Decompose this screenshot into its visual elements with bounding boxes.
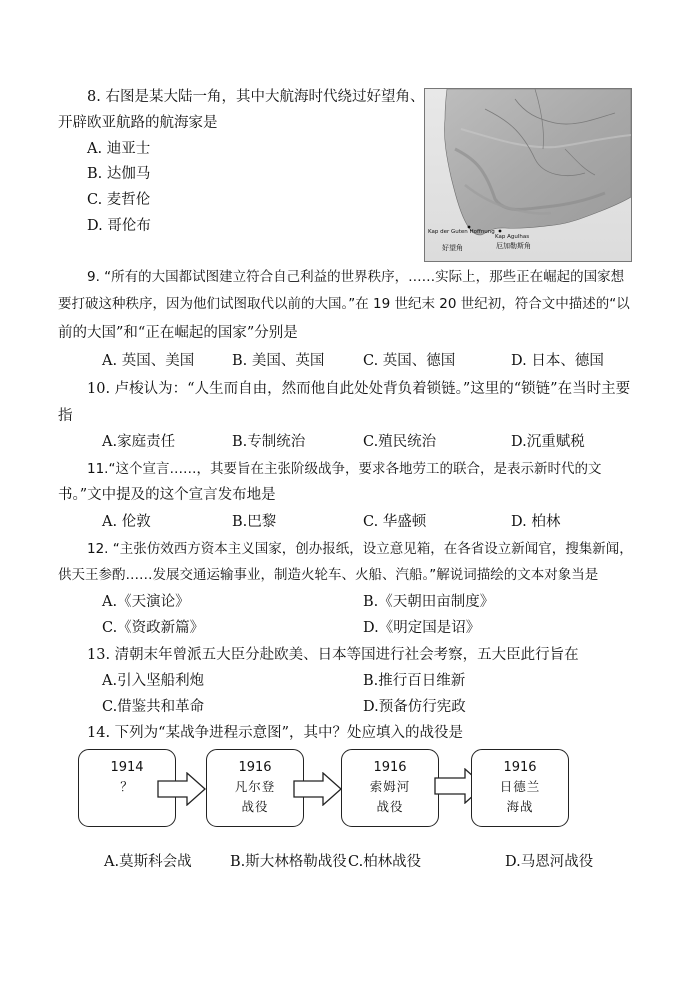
q12-option-b: B.《天朝田亩制度》 [363,594,495,610]
q14-stem: 14. 下列为“某战争进程示意图”，其中？处应填入的战役是 [87,725,463,741]
flow-box-year: 1916 [238,760,272,775]
flow-box-year: 1914 [110,760,144,775]
q10-stem-line2: 指 [58,408,73,424]
q10-option-c: C.殖民统治 [363,434,437,450]
map-label-agulhas-cn: 厄加勒斯角 [496,242,531,250]
q9-option-c: C. 英国、德国 [363,353,456,369]
flow-box-label: ？ [120,779,134,794]
q9-option-b: B. 美国、英国 [232,353,325,369]
map-label-agulhas-en: Kap Agulhas [495,234,530,240]
flow-box-3 [341,749,439,827]
q11-stem-line1: 11.“这个宣言……，其要旨在主张阶级战争，要求各地劳工的联合，是表示新时代的文 [87,461,602,477]
q13-option-a: A.引入坚船利炮 [102,673,205,689]
q12-option-d: D.《明定国是诏》 [363,620,481,636]
q11-stem-line2: 书。”文中提及的这个宣言发布地是 [58,487,276,503]
q14-option-b: B.斯大林格勒战役 [230,854,347,870]
flow-box-label: 战役 [376,799,404,814]
flow-box-4 [471,749,569,827]
q8-stem-line1: 8. 右图是某大陆一角，其中大航海时代绕过好望角、 [87,89,425,105]
map-label-cape-good-hope-en: Kap der Guten Hoffnung [428,229,495,235]
q13-option-d: D.预备仿行宪政 [363,699,466,715]
q14-option-d: D.马恩河战役 [505,854,594,870]
q9-stem-line1: 9. “所有的大国都试图建立符合自己利益的世界秩序，……实际上，那些正在崛起的国家想 [87,269,625,285]
q13-option-c: C.借鉴共和革命 [102,699,205,715]
flow-box-label: 战役 [241,799,269,814]
q11-option-c: C. 华盛顿 [363,514,427,530]
q10-option-b: B.专制统治 [232,434,306,450]
q12-option-c: C.《资政新篇》 [102,620,205,636]
flow-box-label: 凡尔登 [234,779,276,794]
q14-option-c: C.柏林战役 [348,854,422,870]
q12-stem-line2: 供天王参酌……发展交通运输事业，制造火轮车、火船、汽船。”解说词描绘的文本对象当是 [58,567,599,583]
q8-option-b: B. 达伽马 [87,166,151,182]
flow-box-label: 海战 [506,799,534,814]
flow-box-2 [206,749,304,827]
q8-option-d: D. 哥伦布 [87,218,151,234]
q13-option-b: B.推行百日维新 [363,673,466,689]
q10-stem-line1: 10. 卢梭认为：“人生而自由，然而他自此处处背负着锁链。”这里的“锁链”在当时主要 [87,381,631,397]
q13-stem: 13. 清朝末年曾派五大臣分赴欧美、日本等国进行社会考察，五大臣此行旨在 [87,647,579,663]
map-label-cape-good-hope-cn: 好望角 [442,244,463,252]
q9-option-a: A. 英国、美国 [102,353,195,369]
q11-option-d: D. 柏林 [511,514,561,530]
flow-box-label: 日德兰 [499,779,541,794]
q10-option-d: D.沉重赋税 [511,434,585,450]
q11-option-b: B.巴黎 [232,514,277,530]
q8-option-c: C. 麦哲伦 [87,192,151,208]
q8-option-a: A. 迪亚士 [87,141,151,157]
flow-box-year: 1916 [503,760,537,775]
q8-stem-line2: 开辟欧亚航路的航海家是 [58,115,218,131]
flow-box-label: 索姆河 [369,779,411,794]
q12-option-a: A.《天演论》 [102,594,190,610]
flow-box-year: 1916 [373,760,407,775]
q11-option-a: A. 伦敦 [102,514,151,530]
q12-stem-line1: 12. “主张仿效西方资本主义国家，创办报纸，设立意见箱，在各省设立新闻官，搜集新闻， [87,541,633,557]
right-arrow-icon [293,772,343,806]
southern-africa-map [424,88,632,262]
q9-stem-line3: 前的大国”和“正在崛起的国家”分别是 [58,325,298,341]
q9-stem-line2: 要打破这种秩序，因为他们试图取代以前的大国。”在 19 世纪末 20 世纪初，符合文中描述的“以 [58,296,630,312]
right-arrow-icon [157,772,207,806]
q9-option-d: D. 日本、德国 [511,353,604,369]
q10-option-a: A.家庭责任 [102,434,176,450]
q14-option-a: A.莫斯科会战 [104,854,192,870]
